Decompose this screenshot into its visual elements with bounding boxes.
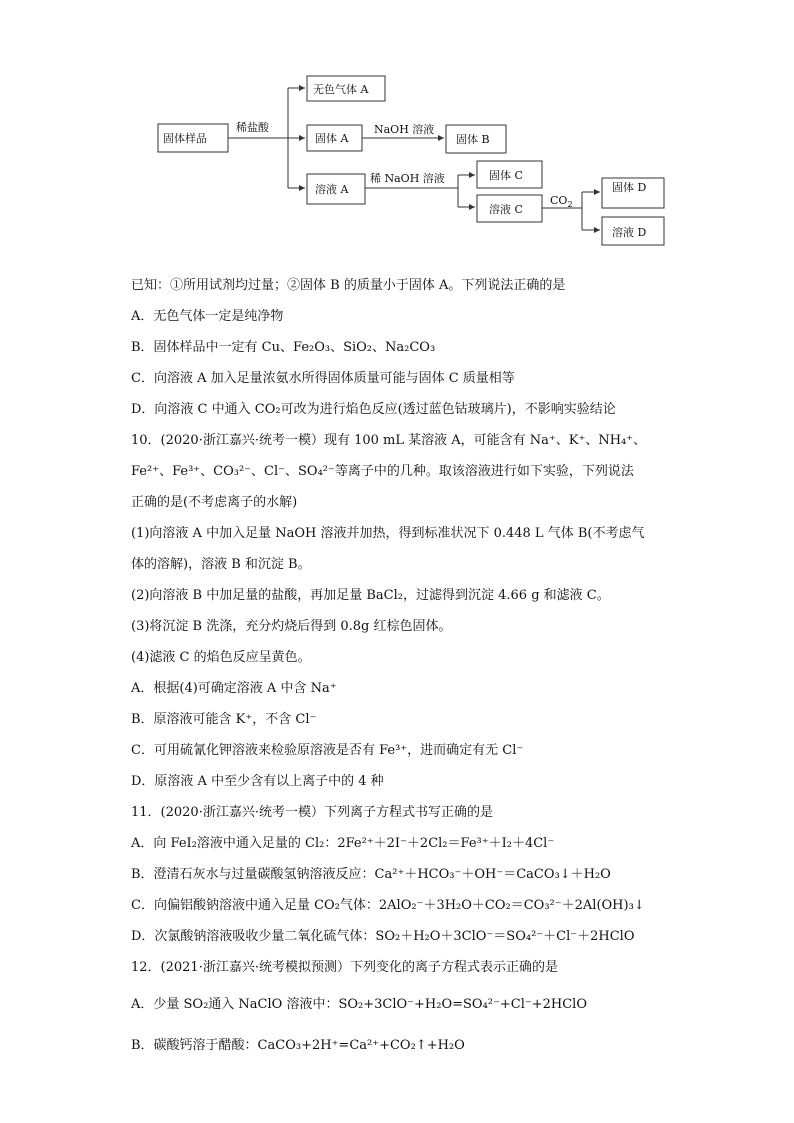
q10-step-3: (3)将沉淀 B 洗涤，充分灼烧后得到 0.8g 红棕色固体。 <box>131 619 452 634</box>
naoh-solution-label: NaOH 溶液 <box>374 123 435 136</box>
q9-option-b: B．固体样品中一定有 Cu、Fe₂O₃、SiO₂、Na₂CO₃ <box>131 340 436 355</box>
q12-option-b: B．碳酸钙溶于醋酸：CaCO₃+2H⁺=Ca²⁺+CO₂↑+H₂O <box>131 1038 465 1053</box>
dilute-hcl-label: 稀盐酸 <box>236 121 269 134</box>
solid-a-label: 固体 A <box>315 132 349 145</box>
q10-option-b: B．原溶液可能含 K⁺，不含 Cl⁻ <box>131 712 317 727</box>
solid-c-label: 固体 C <box>489 169 523 182</box>
solid-d-label: 固体 D <box>612 181 647 194</box>
dilute-naoh-label: 稀 NaOH 溶液 <box>370 172 445 185</box>
q9-option-d: D．向溶液 C 中通入 CO₂可改为进行焰色反应(透过蓝色钴玻璃片)，不影响实验结论 <box>131 402 616 417</box>
q12-stem: 12．(2021·浙江嘉兴·统考模拟预测）下列变化的离子方程式表示正确的是 <box>131 960 558 975</box>
colorless-gas-a-label: 无色气体 A <box>313 83 369 96</box>
known-conditions: 已知：①所用试剂均过量；②固体 B 的质量小于固体 A。下列说法正确的是 <box>131 278 566 293</box>
solid-b-label: 固体 B <box>456 133 490 146</box>
q11-option-c: C．向偏铝酸钠溶液中通入足量 CO₂气体：2AlO₂⁻＋3H₂O＋CO₂＝CO₃²⁻＋2Al(OH)₃↓ <box>131 898 645 913</box>
q10-option-a: A．根据(4)可确定溶液 A 中含 Na⁺ <box>131 681 337 696</box>
q10-step-4: (4)滤液 C 的焰色反应呈黄色。 <box>131 650 311 665</box>
experiment-flowchart <box>0 0 794 260</box>
q10-stem-2: Fe²⁺、Fe³⁺、CO₃²⁻、Cl⁻、SO₄²⁻等离子中的几种。取该溶液进行如下实验，下列说法 <box>131 464 634 479</box>
solution-d-label: 溶液 D <box>612 226 647 239</box>
solid-sample-label: 固体样品 <box>163 132 207 145</box>
q10-stem-1: 10．(2020·浙江嘉兴·统考一模）现有 100 mL 某溶液 A，可能含有 Na⁺、K⁺、NH₄⁺、 <box>131 433 647 448</box>
q11-option-a: A．向 FeI₂溶液中通入足量的 Cl₂：2Fe²⁺＋2I⁻＋2Cl₂＝Fe³⁺＋I₂＋4Cl⁻ <box>131 836 555 851</box>
q10-step-2: (2)向溶液 B 中加足量的盐酸，再加足量 BaCl₂，过滤得到沉淀 4.66 g 和滤液 C。 <box>131 588 610 603</box>
q10-step-1a: (1)向溶液 A 中加入足量 NaOH 溶液并加热，得到标准状况下 0.448 L 气体 B(不考虑气 <box>131 526 645 541</box>
q9-option-c: C．向溶液 A 加入足量浓氨水所得固体质量可能与固体 C 质量相等 <box>131 371 515 386</box>
q10-step-1b: 体的溶解)，溶液 B 和沉淀 B。 <box>131 557 311 572</box>
q10-stem-3: 正确的是(不考虑离子的水解) <box>131 495 298 510</box>
co2-label: $CO_2$ <box>550 194 573 209</box>
q12-option-a: A．少量 SO₂通入 NaClO 溶液中：SO₂+3ClO⁻+H₂O=SO₄²⁻+Cl⁻+2HClO <box>131 997 587 1012</box>
q11-stem: 11．(2020·浙江嘉兴·统考一模）下列离子方程式书写正确的是 <box>131 805 493 820</box>
q11-option-d: D．次氯酸钠溶液吸收少量二氧化硫气体：SO₂＋H₂O＋3ClO⁻＝SO₄²⁻＋Cl⁻＋2HClO <box>131 929 635 944</box>
q11-option-b: B．澄清石灰水与过量碳酸氢钠溶液反应：Ca²⁺＋HCO₃⁻＋OH⁻＝CaCO₃↓＋H₂O <box>131 867 611 882</box>
q9-option-a: A．无色气体一定是纯净物 <box>131 309 284 324</box>
q10-option-d: D．原溶液 A 中至少含有以上离子中的 4 种 <box>131 774 384 789</box>
question-text <box>131 270 671 1061</box>
solution-a-label: 溶液 A <box>315 183 349 196</box>
q10-option-c: C．可用硫氰化钾溶液来检验原溶液是否有 Fe³⁺，进而确定有无 Cl⁻ <box>131 743 524 758</box>
solution-c-label: 溶液 C <box>489 203 523 216</box>
